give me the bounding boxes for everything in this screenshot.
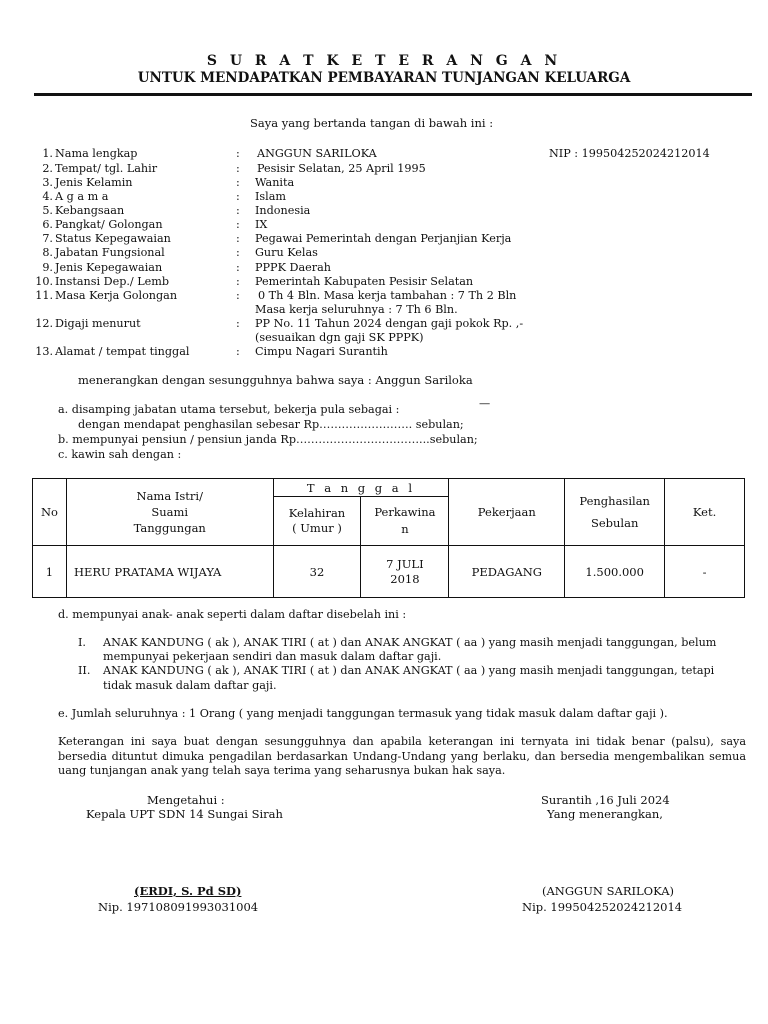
- header-perkawinan-line: n: [401, 522, 409, 536]
- cell-ket: -: [665, 546, 745, 598]
- field-label: Digaji menurut: [55, 317, 141, 330]
- field-value: Pesisir Selatan, 25 April 1995: [257, 162, 426, 175]
- field-value: Guru Kelas: [255, 246, 318, 259]
- field-number: 9.: [42, 261, 53, 274]
- roman-line: tidak masuk dalam daftar gaji.: [103, 679, 277, 692]
- field-colon: :: [236, 190, 240, 203]
- field-colon: :: [236, 289, 240, 302]
- header-pekerjaan: Pekerjaan: [449, 479, 565, 546]
- field-number: 12.: [35, 317, 53, 330]
- field-value: Pegawai Pemerintah dengan Perjanjian Kerja: [255, 232, 512, 245]
- field-colon: :: [236, 162, 240, 175]
- cell-nama: HERU PRATAMA WIJAYA: [66, 546, 273, 598]
- item-a-line1: a. disamping jabatan utama tersebut, bekerja pula sebagai :: [58, 403, 400, 416]
- field-colon: :: [236, 345, 240, 358]
- field-value: Cimpu Nagari Surantih: [255, 345, 388, 358]
- field-colon: :: [236, 176, 240, 189]
- field-value: PP No. 11 Tahun 2024 dengan gaji pokok Rp. ,-: [255, 317, 524, 330]
- cell-umur: 32: [273, 546, 361, 598]
- header-penghasilan-line: Penghasilan: [579, 494, 650, 508]
- field-number: 5.: [42, 204, 53, 217]
- left-sign-heading: Mengetahui :: [147, 793, 225, 807]
- roman-number: II.: [78, 664, 91, 677]
- cell-perkawinan-line: 7 JULI: [386, 556, 424, 571]
- left-sign-position: Kepala UPT SDN 14 Sungai Sirah: [86, 807, 283, 821]
- header-kelahiran-line: ( Umur ): [292, 521, 342, 535]
- document-title: S U R A T K E T E R A N G A N: [206, 53, 562, 69]
- field-label: Alamat / tempat tinggal: [55, 345, 190, 358]
- field-colon: :: [236, 246, 240, 259]
- cell-no: 1: [33, 546, 67, 598]
- field-value: Islam: [255, 190, 287, 203]
- item-b: b. mempunyai pensiun / pensiun janda Rp……………………………...sebulan;: [58, 433, 478, 446]
- field-label: Pangkat/ Golongan: [55, 218, 163, 231]
- header-perkawinan: [361, 497, 449, 546]
- field-colon: :: [236, 275, 240, 288]
- table-row: [33, 546, 745, 598]
- header-nama: [66, 479, 273, 546]
- header-tanggal: T a n g g a l: [273, 479, 449, 497]
- header-no: No: [33, 479, 67, 546]
- field-number: 3.: [42, 176, 53, 189]
- field-colon: :: [236, 147, 240, 160]
- field-colon: :: [236, 218, 240, 231]
- item-c: c. kawin sah dengan :: [58, 448, 182, 461]
- field-value: Pemerintah Kabupaten Pesisir Selatan: [255, 275, 474, 288]
- item-a-line2: dengan mendapat penghasilan sebesar Rp……………………. sebulan;: [78, 418, 464, 431]
- right-sign-name: (ANGGUN SARILOKA): [542, 884, 675, 898]
- roman-line: mempunyai pekerjaan sendiri dan masuk dalam daftar gaji.: [103, 650, 442, 663]
- field-value-continued: Masa kerja seluruhnya : 7 Th 6 Bln.: [255, 303, 458, 316]
- right-sign-nip: Nip. 199504252024212014: [522, 900, 683, 914]
- intro-text: Saya yang bertanda tangan di bawah ini :: [250, 116, 494, 130]
- field-value: Wanita: [255, 176, 295, 189]
- field-label: Jabatan Fungsional: [55, 246, 165, 259]
- field-value: PPPK Daerah: [255, 261, 331, 274]
- header-penghasilan: [565, 479, 665, 546]
- cell-perkawinan: [361, 546, 449, 598]
- roman-line: ANAK KANDUNG ( ak ), ANAK TIRI ( at ) dan ANAK ANGKAT ( aa ) yang masih menjadi tanggungan, belum: [103, 636, 717, 649]
- field-label: A g a m a: [55, 190, 109, 203]
- cell-pekerjaan: PEDAGANG: [449, 546, 565, 598]
- field-number: 10.: [35, 275, 53, 288]
- field-label: Nama lengkap: [55, 147, 138, 160]
- header-kelahiran-line: Kelahiran: [288, 506, 346, 520]
- field-label: Tempat/ tgl. Lahir: [55, 162, 158, 175]
- field-label: Status Kepegawaian: [55, 232, 171, 245]
- field-number: 11.: [35, 289, 53, 302]
- left-sign-name: (ERDI, S. Pd SD): [134, 884, 242, 898]
- header-nama-line: Nama Istri/: [136, 489, 203, 503]
- roman-line: ANAK KANDUNG ( ak ), ANAK TIRI ( at ) dan ANAK ANGKAT ( aa ) yang masih menjadi tanggungan, tetapi: [103, 664, 715, 677]
- item-a-mark: —: [479, 397, 491, 410]
- declaration-text: menerangkan dengan sesungguhnya bahwa saya : Anggun Sariloka: [78, 373, 473, 387]
- cell-penghasilan: 1.500.000: [565, 546, 665, 598]
- field-label: Masa Kerja Golongan: [55, 289, 178, 302]
- item-d: d. mempunyai anak- anak seperti dalam daftar disebelah ini :: [58, 608, 407, 621]
- item-e: e. Jumlah seluruhnya : 1 Orang ( yang menjadi tanggungan termasuk yang tidak masuk dalam daftar gaji ).: [58, 707, 668, 720]
- field-value-continued: (sesuaikan dgn gaji SK PPPK): [255, 331, 424, 344]
- field-value: Indonesia: [255, 204, 311, 217]
- nip-value: NIP : 199504252024212014: [549, 147, 710, 160]
- field-number: 7.: [42, 232, 53, 245]
- header-kelahiran: [273, 497, 361, 546]
- field-value: 0 Th 4 Bln. Masa kerja tambahan : 7 Th 2 Bln: [258, 289, 517, 302]
- field-colon: :: [236, 204, 240, 217]
- field-number: 8.: [42, 246, 53, 259]
- field-colon: :: [236, 317, 240, 330]
- header-nama-line: Tanggungan: [133, 521, 206, 535]
- document-subtitle: UNTUK MENDAPATKAN PEMBAYARAN TUNJANGAN KELUARGA: [137, 70, 631, 86]
- field-number: 1.: [42, 147, 53, 160]
- right-sign-heading: Yang menerangkan,: [547, 807, 663, 821]
- field-value: IX: [255, 218, 268, 231]
- field-colon: :: [236, 232, 240, 245]
- field-label: Jenis Kepegawaian: [55, 261, 163, 274]
- header-perkawinan-line: Perkawina: [374, 505, 436, 519]
- header-penghasilan-line: Sebulan: [590, 516, 639, 530]
- field-label: Kebangsaan: [55, 204, 125, 217]
- header-nama-line: Suami: [151, 505, 189, 519]
- field-label: Jenis Kelamin: [55, 176, 133, 189]
- field-number: 2.: [42, 162, 53, 175]
- spouse-table: [32, 478, 745, 598]
- field-label: Instansi Dep./ Lemb: [55, 275, 170, 288]
- header-rule: [34, 93, 752, 96]
- cell-perkawinan-line: 2018: [390, 571, 420, 586]
- closing-paragraph: Keterangan ini saya buat dengan sesungguhnya dan apabila keterangan ini ternyata ini tidak benar (palsu), saya bersedia dituntut dimuka pengadilan berdasarkan Undang-Undang yang berlaku, dan bersedia mengembalikan semua uang tunjangan anak yang telah saya terima yang seharusnya bukan hak saya.: [58, 735, 746, 777]
- field-colon: :: [236, 261, 240, 274]
- right-sign-place-date: Surantih ,16 Juli 2024: [541, 793, 670, 807]
- field-value: ANGGUN SARILOKA: [257, 147, 377, 160]
- field-number: 6.: [42, 218, 53, 231]
- field-number: 13.: [35, 345, 53, 358]
- field-number: 4.: [42, 190, 53, 203]
- header-ket: Ket.: [665, 479, 745, 546]
- left-sign-nip: Nip. 197108091993031004: [98, 900, 259, 914]
- roman-number: I.: [78, 636, 86, 649]
